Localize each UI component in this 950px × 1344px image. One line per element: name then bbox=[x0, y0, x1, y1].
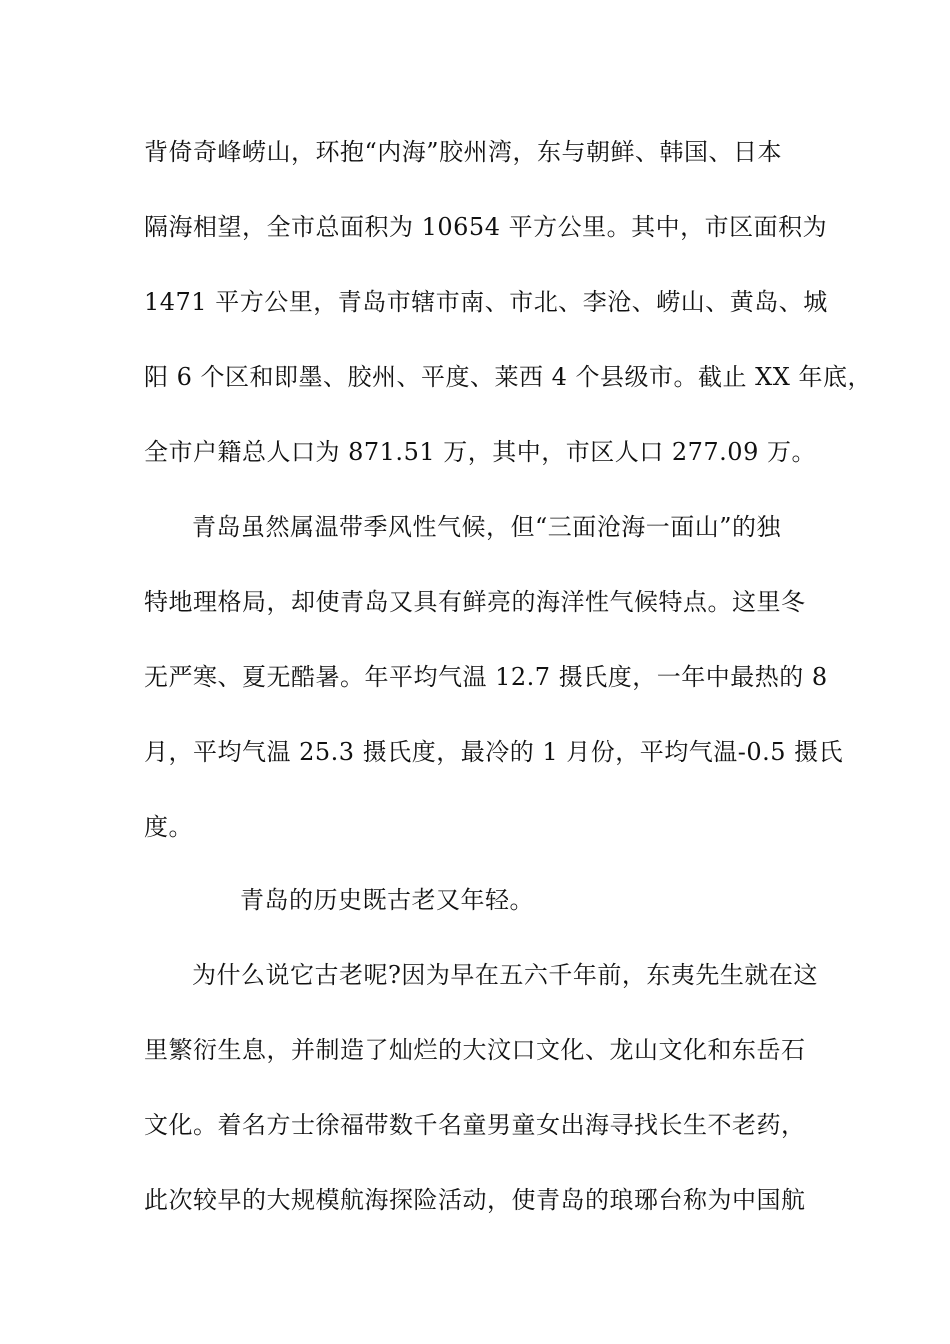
text-line: 度。 bbox=[144, 813, 193, 841]
text-line: 里繁衍生息，并制造了灿烂的大汶口文化、龙山文化和东岳石 bbox=[144, 1036, 806, 1064]
text-line: 全市户籍总人口为 871.51 万，其中，市区人口 277.09 万。 bbox=[144, 438, 816, 466]
text-line: 隔海相望，全市总面积为 10654 平方公里。其中，市区面积为 bbox=[144, 213, 828, 241]
text-line: 月，平均气温 25.3 摄氏度，最冷的 1 月份，平均气温-0.5 摄氏 bbox=[144, 738, 844, 766]
text-line: 文化。着名方士徐福带数千名童男童女出海寻找长生不老药， bbox=[144, 1111, 806, 1139]
paragraph-heading-line: 青岛的历史既古老又年轻。 bbox=[240, 886, 534, 914]
text-line: 此次较早的大规模航海探险活动，使青岛的琅琊台称为中国航 bbox=[144, 1186, 806, 1214]
paragraph-first-line: 青岛虽然属温带季风性气候，但“三面沧海一面山”的独 bbox=[192, 513, 782, 541]
text-line: 特地理格局，却使青岛又具有鲜亮的海洋性气候特点。这里冬 bbox=[144, 588, 806, 616]
text-line: 背倚奇峰崂山，环抱“内海”胶州湾，东与朝鲜、韩国、日本 bbox=[144, 138, 783, 166]
paragraph-first-line: 为什么说它古老呢?因为早在五六千年前，东夷先生就在这 bbox=[192, 961, 818, 989]
text-line: 1471 平方公里，青岛市辖市南、市北、李沧、崂山、黄岛、城 bbox=[144, 288, 828, 316]
text-line: 无严寒、夏无酷暑。年平均气温 12.7 摄氏度，一年中最热的 8 bbox=[144, 663, 828, 691]
text-line: 阳 6 个区和即墨、胶州、平度、莱西 4 个县级市。截止 XX 年底， bbox=[144, 363, 872, 391]
